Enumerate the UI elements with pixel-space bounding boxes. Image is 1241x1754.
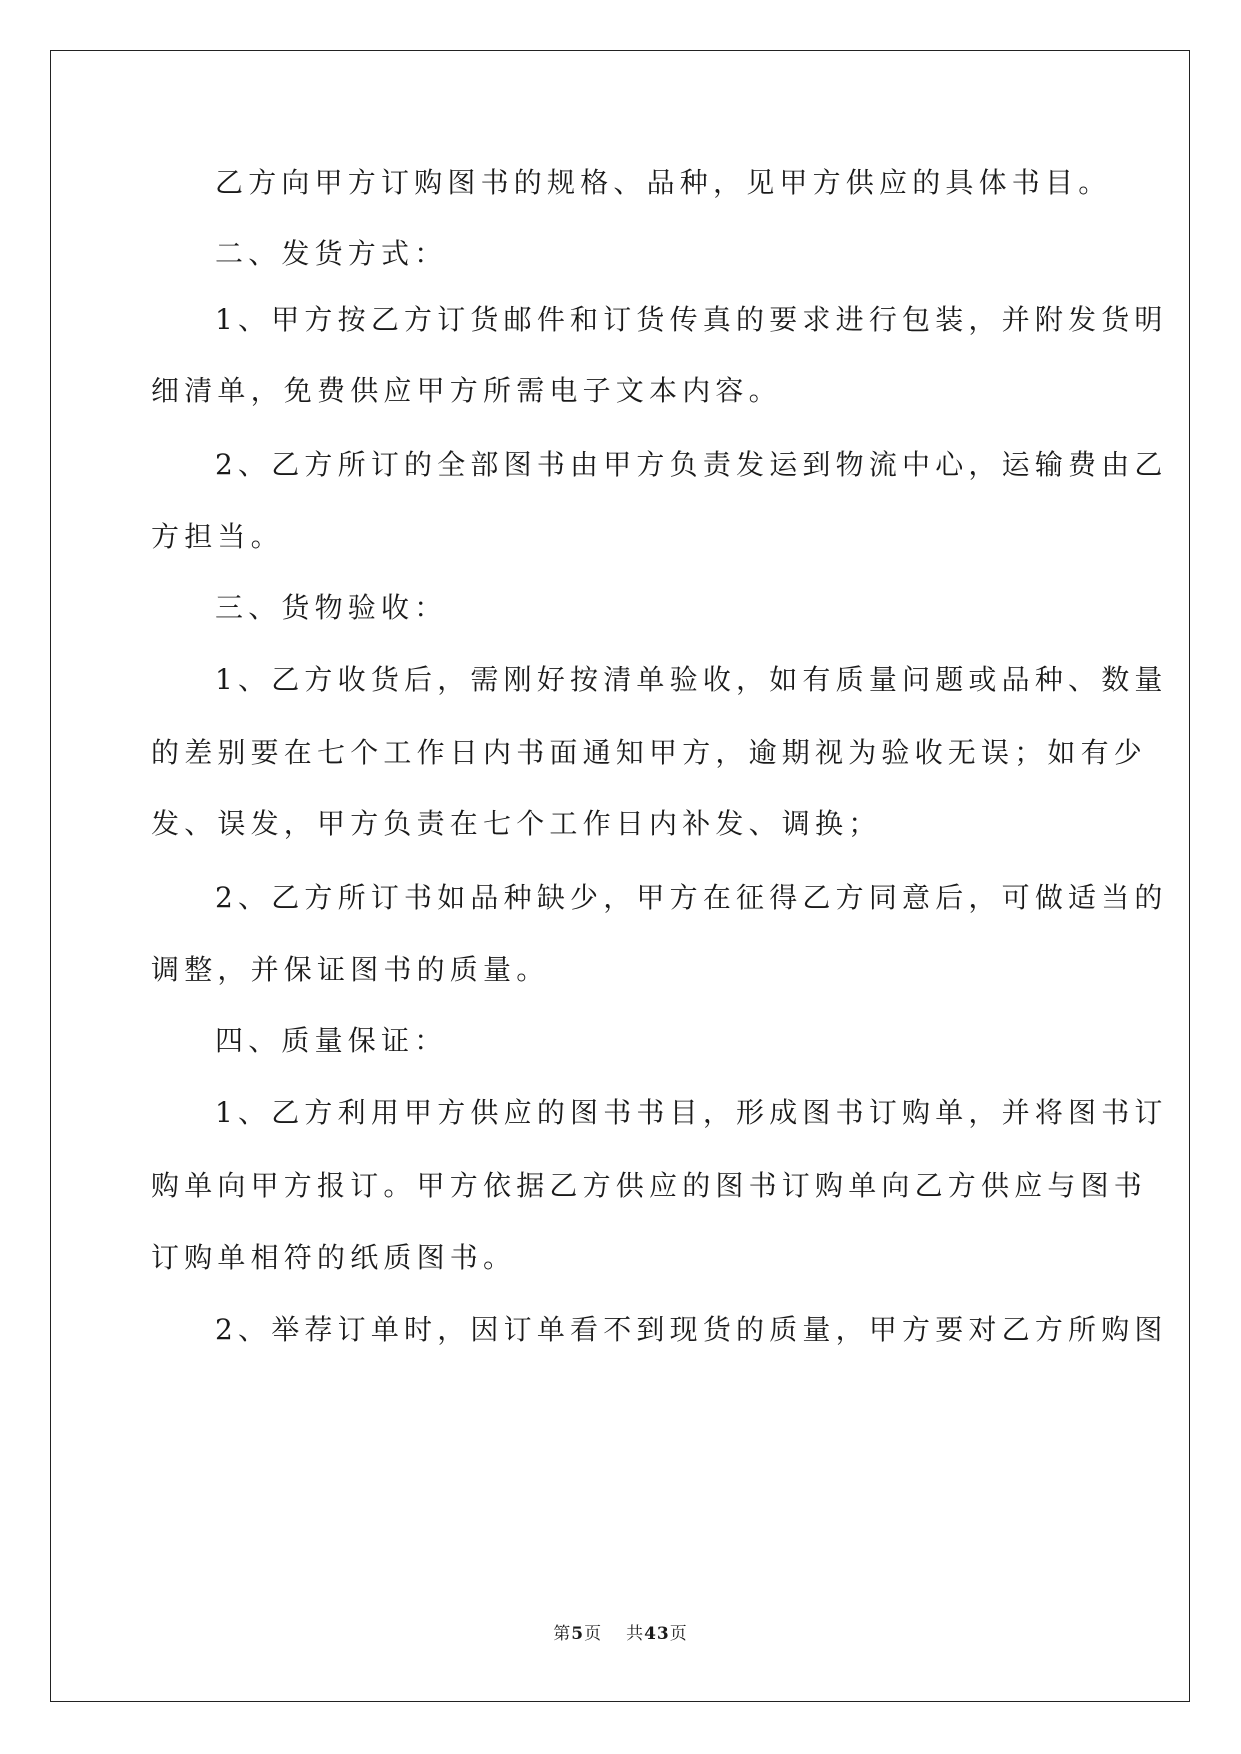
paragraph-line: 1、甲方按乙方订货邮件和订货传真的要求进行包装，并附发货明 <box>215 303 1168 336</box>
paragraph-line: 乙方向甲方订购图书的规格、品种，见甲方供应的具体书目。 <box>215 166 1112 199</box>
page-suffix: 页 <box>584 1624 603 1644</box>
page-prefix: 第 <box>553 1624 572 1644</box>
paragraph-line: 调整，并保证图书的质量。 <box>151 953 550 986</box>
paragraph-line: 方担当。 <box>151 520 284 553</box>
current-page-number: 5 <box>571 1624 585 1644</box>
paragraph-line: 的差别要在七个工作日内书面通知甲方，逾期视为验收无误；如有少 <box>151 736 1148 769</box>
paragraph-line: 发、误发，甲方负责在七个工作日内补发、调换； <box>151 807 882 840</box>
paragraph-line: 2、乙方所订的全部图书由甲方负责发运到物流中心，运输费由乙 <box>215 448 1168 481</box>
page-border <box>50 50 1190 1702</box>
total-suffix: 页 <box>669 1624 688 1644</box>
section-heading: 三、货物验收： <box>215 591 448 624</box>
paragraph-line: 2、乙方所订书如品种缺少，甲方在征得乙方同意后，可做适当的 <box>215 881 1168 914</box>
paragraph-line: 订购单相符的纸质图书。 <box>151 1241 517 1274</box>
section-heading: 二、发货方式： <box>215 237 448 270</box>
paragraph-line: 1、乙方利用甲方供应的图书书目，形成图书订购单，并将图书订 <box>215 1096 1168 1129</box>
paragraph-line: 购单向甲方报订。甲方依据乙方供应的图书订购单向乙方供应与图书 <box>151 1169 1148 1202</box>
paragraph-line: 1、乙方收货后，需刚好按清单验收，如有质量问题或品种、数量 <box>215 663 1168 696</box>
total-prefix: 共 <box>626 1624 645 1644</box>
paragraph-line: 2、举荐订单时，因订单看不到现货的质量，甲方要对乙方所购图 <box>215 1313 1168 1346</box>
section-heading: 四、质量保证： <box>215 1024 448 1057</box>
page-footer <box>0 1623 1241 1645</box>
total-page-number: 43 <box>644 1624 670 1644</box>
paragraph-line: 细清单，免费供应甲方所需电子文本内容。 <box>151 374 782 407</box>
